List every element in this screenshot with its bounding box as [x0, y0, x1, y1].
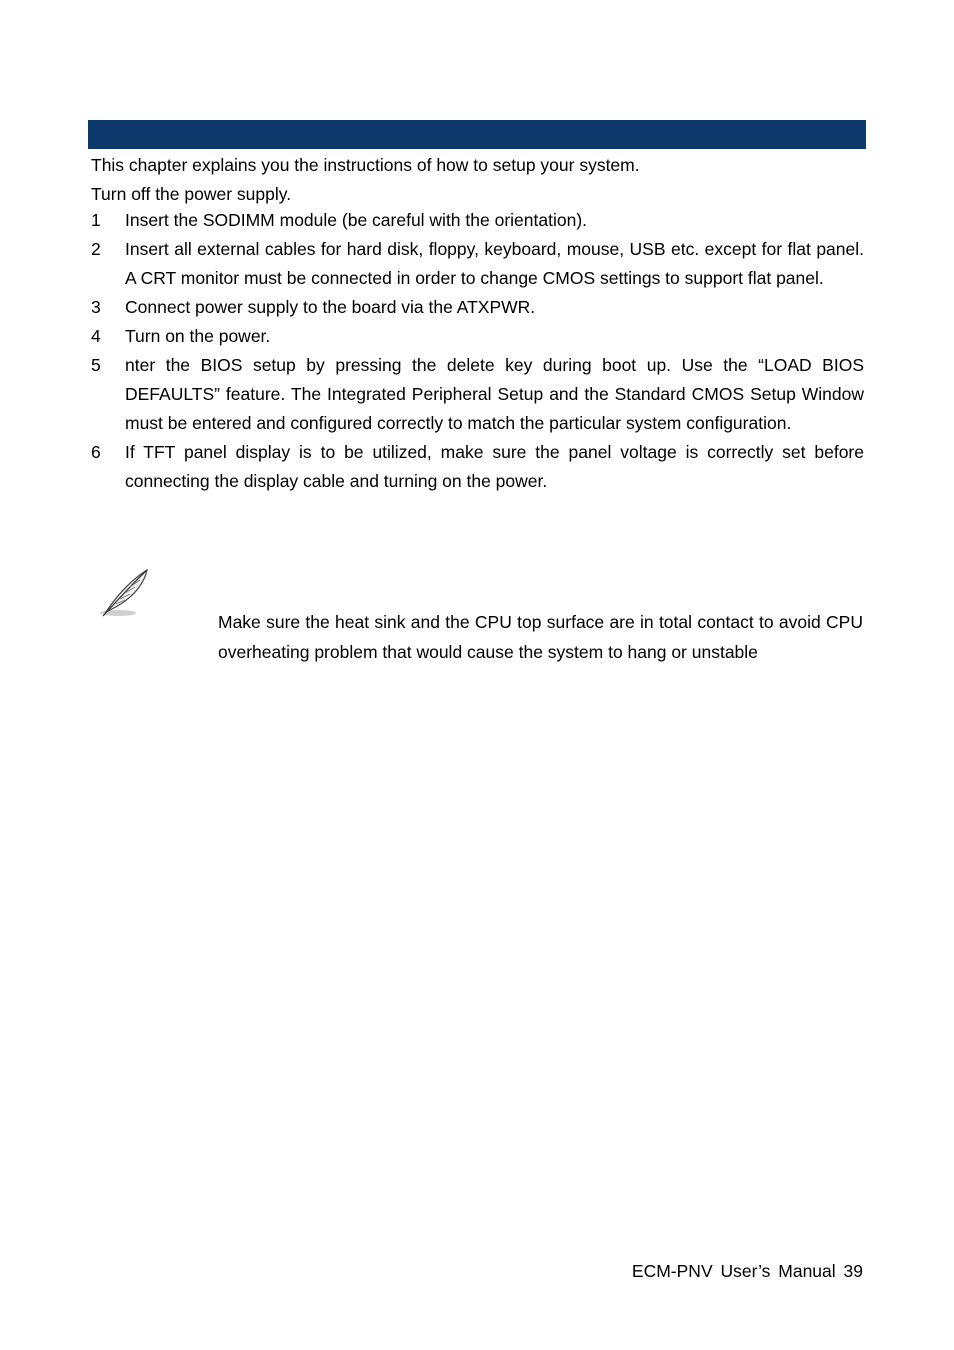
step-item — [91, 293, 864, 322]
step-number: 5 — [91, 355, 101, 375]
step-item — [91, 235, 864, 293]
step-text: Insert all external cables for hard disk, floppy, keyboard, mouse, USB etc. except for flat panel. A CRT monitor must be connected in order to change CMOS settings to support flat panel. — [125, 239, 864, 288]
chapter-header-bar — [88, 120, 866, 149]
step-number: 1 — [91, 210, 101, 230]
intro-line: This chapter explains you the instructions of how to setup your system. — [91, 155, 640, 175]
intro-line: Turn off the power supply. — [91, 184, 292, 204]
step-text: Connect power supply to the board via the ATXPWR. — [125, 297, 536, 317]
note-text: Make sure the heat sink and the CPU top surface are in total contact to avoid CPU overheating problem that would cause the system to hang or unstable — [218, 612, 863, 662]
intro-block — [91, 151, 640, 209]
step-number: 2 — [91, 239, 101, 259]
step-number: 4 — [91, 326, 101, 346]
step-number: 6 — [91, 442, 101, 462]
page-footer: ECM-PNV User’s Manual 39 — [631, 1261, 863, 1281]
step-text: If TFT panel display is to be utilized, make sure the panel voltage is correctly set before connecting the display cable and turning on the power. — [125, 442, 864, 491]
feather-quill-icon — [98, 566, 152, 620]
step-item — [91, 438, 864, 496]
step-text: Insert the SODIMM module (be careful with the orientation). — [125, 210, 588, 230]
step-number: 3 — [91, 297, 101, 317]
step-item — [91, 322, 864, 351]
step-item — [91, 351, 864, 438]
step-text: Turn on the power. — [125, 326, 271, 346]
step-item — [91, 206, 864, 235]
setup-steps-list — [91, 206, 864, 496]
step-text: nter the BIOS setup by pressing the delete key during boot up. Use the “LOAD BIOS DEFAULTS” feature. The Integrated Peripheral Setup and the Standard CMOS Setup Window must be entered and configured correctly to match the particular system configuration. — [125, 355, 864, 433]
